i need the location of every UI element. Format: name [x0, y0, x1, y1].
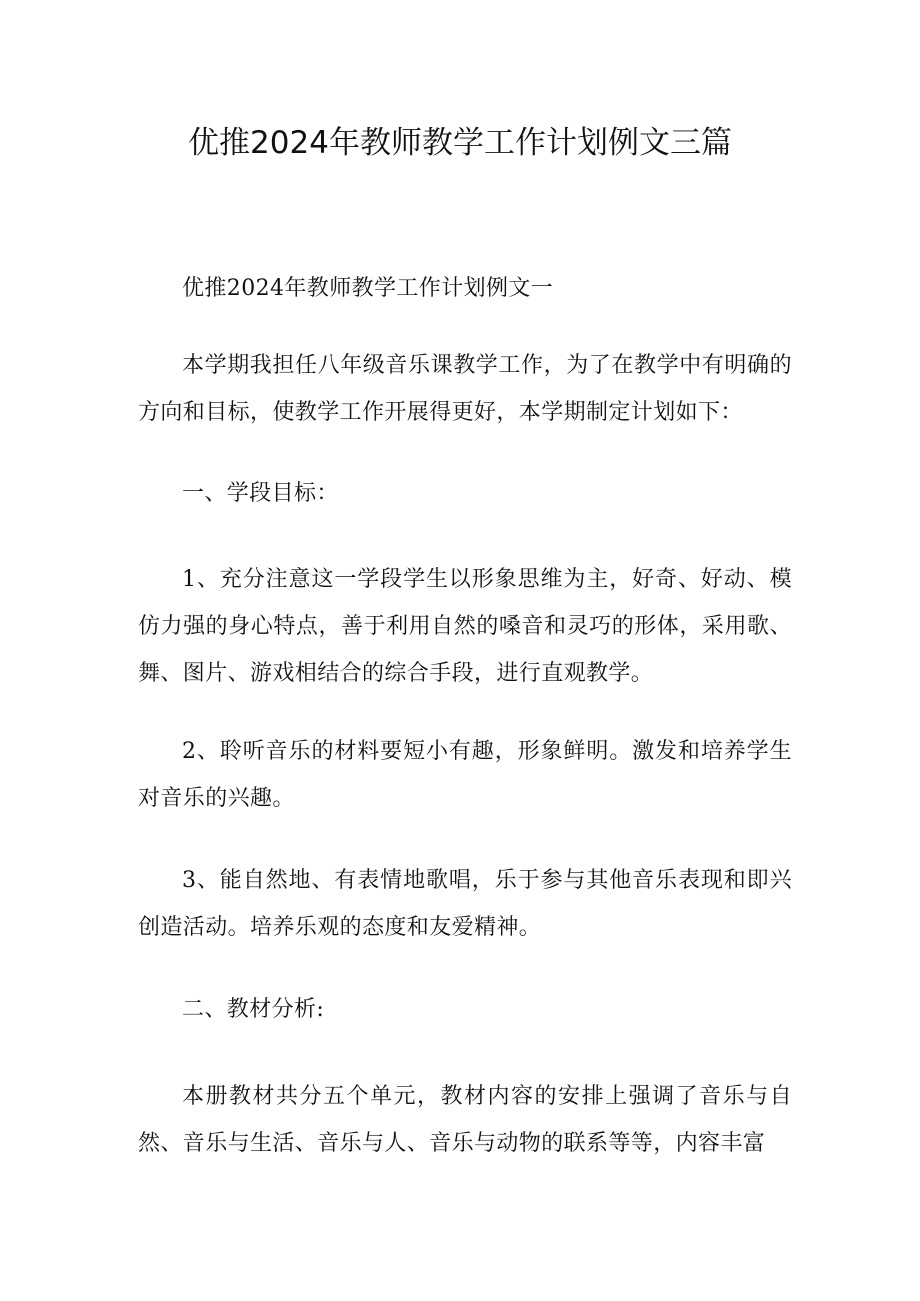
textbook-analysis-paragraph: 本册教材共分五个单元，教材内容的安排上强调了音乐与自然、音乐与生活、音乐与人、音乐与动物的联系等等，内容丰富 — [138, 1084, 792, 1156]
section-heading-textbook-analysis: 二、教材分析: — [182, 997, 325, 1022]
goal-item-1: 1、充分注意这一学段学生以形象思维为主，好奇、好动、模仿力强的身心特点，善于利用自然的嗓音和灵巧的形体，采用歌、舞、图片、游戏相结合的综合手段，进行直观教学。 — [138, 567, 792, 686]
goal-item-2: 2、聆听音乐的材料要短小有趣，形象鲜明。激发和培养学生对音乐的兴趣。 — [138, 739, 792, 811]
section-heading-stage-goals: 一、学段目标： — [182, 481, 339, 506]
goal-item-3: 3、能自然地、有表情地歌唱，乐于参与其他音乐表现和即兴创造活动。培养乐观的态度和友爱精神。 — [138, 868, 792, 940]
section-heading-example-one: 优推2024年教师教学工作计划例文一 — [182, 276, 554, 301]
intro-paragraph: 本学期我担任八年级音乐课教学工作，为了在教学中有明确的方向和目标，使教学工作开展得更好，本学期制定计划如下： — [138, 353, 792, 425]
document-title: 优推2024年教师教学工作计划例文三篇 — [188, 125, 732, 161]
